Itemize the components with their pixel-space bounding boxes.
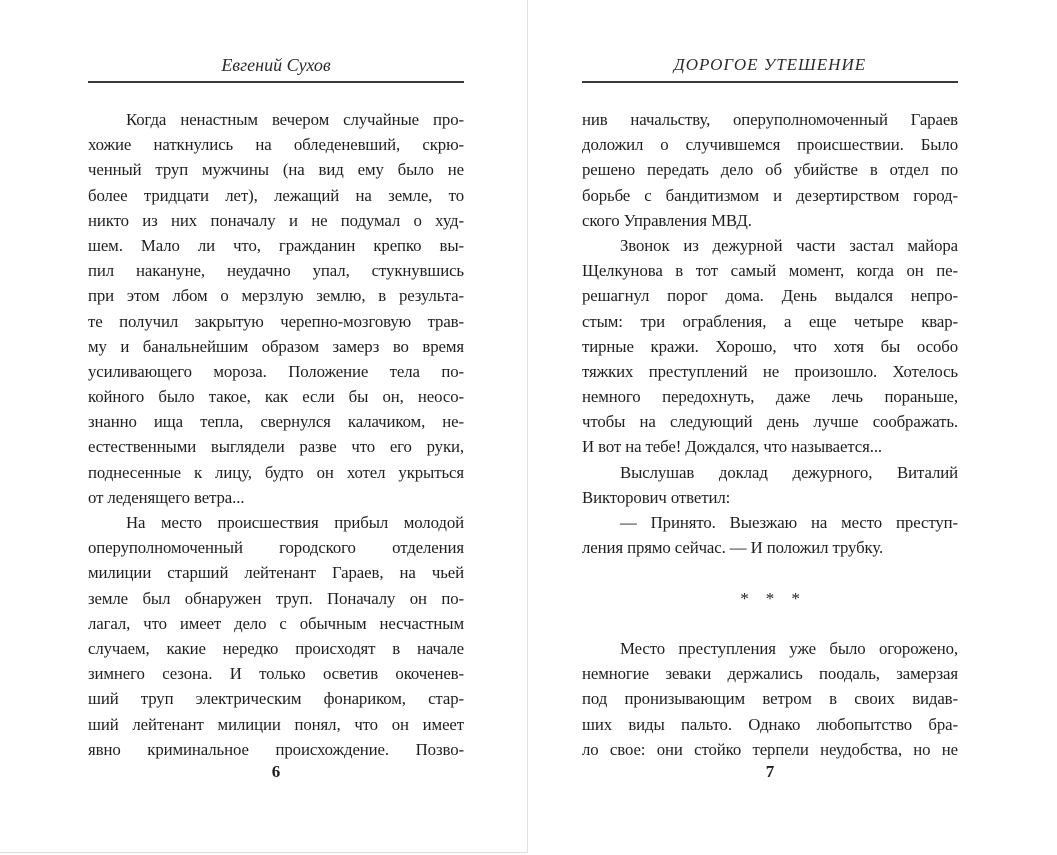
left-page-body — [88, 107, 464, 762]
left-page-number: 6 — [271, 762, 281, 781]
text-line: милиции старший лейтенант Гараев, на чьей — [88, 563, 464, 583]
text-line: при этом лбом о мерзлую землю, в результа- — [88, 286, 464, 306]
text-line: под пронизывающим ветром в своих видав- — [582, 689, 958, 709]
text-line: И вот на тебе! Дождался, что называется... — [582, 437, 883, 457]
text-line: никто из них поначалу и не подумал о худ- — [88, 210, 464, 230]
text-line: Звонок из дежурной части застал майора — [620, 235, 958, 255]
text-line: те получил закрытую черепно-мозговую трав- — [88, 311, 464, 331]
blank-line — [582, 611, 958, 636]
text-line: хожие наткнулись на обледеневший, скрю- — [88, 135, 464, 155]
text-line: решено передать дело об убийстве в отдел по — [582, 160, 958, 180]
text-line: явно криминальное происхождение. Позво- — [88, 739, 464, 759]
text-line: ления прямо сейчас. — И положил трубку. — [582, 538, 884, 558]
text-line: стым: три ограбления, а еще четыре квар- — [582, 311, 958, 331]
text-line: ского Управления МВД. — [582, 210, 752, 230]
text-line: оперуполномоченный городского отделения — [88, 538, 464, 558]
text-line: более тридцати лет), лежащий на земле, то — [88, 185, 464, 205]
text-line: естественными выглядели разве что его руки, — [88, 437, 464, 457]
text-line: пил накануне, неудачно упал, стукнувшись — [88, 261, 464, 281]
text-line: зимнего сезона. И только осветив окоченев- — [88, 664, 464, 684]
text-line: немногие зеваки держались поодаль, замерзая — [582, 664, 958, 684]
text-line: решагнул порог дома. День выдался непро- — [582, 286, 958, 306]
text-line: шем. Мало ли что, гражданин крепко вы- — [88, 235, 464, 255]
left-running-head: Евгений Сухов — [88, 54, 464, 83]
text-line: ло свое: они стойко терпели неудобства, но не — [582, 739, 958, 759]
text-line: Щелкунова в тот самый момент, когда он пе- — [582, 261, 958, 281]
page-bottom-edge — [0, 852, 528, 853]
text-line: случаем, какие нередко происходят в начале — [88, 638, 464, 658]
text-line: нив начальству, оперуполномоченный Гараев — [582, 110, 958, 129]
scene-separator: * * * — [740, 588, 800, 608]
text-line: ченный труп мужчины (на вид ему было не — [88, 160, 464, 180]
text-line: борьбе с бандитизмом и дезертирством город- — [582, 185, 958, 205]
right-page-body — [582, 107, 958, 762]
text-line: ших виды пальто. Однако любопытство бра- — [582, 714, 958, 734]
right-running-head: ДОРОГОЕ УТЕШЕНИЕ — [582, 54, 958, 83]
page-left[interactable] — [88, 0, 464, 852]
text-line: Когда ненастным вечером случайные про- — [126, 110, 464, 129]
text-line: На место происшествия прибыл молодой — [126, 513, 464, 532]
text-line: от леденящего ветра... — [88, 487, 245, 507]
text-line: ший труп электрическим фонариком, стар- — [88, 689, 464, 709]
right-page-number: 7 — [765, 762, 775, 781]
text-line: койного было такое, как если бы он, неосо- — [88, 387, 464, 407]
text-line: усиливающего мороза. Положение тела по- — [88, 361, 464, 381]
text-line: поднесенные к лицу, будто он хотел укрыться — [88, 462, 464, 482]
page-gutter-divider — [527, 0, 528, 852]
text-line: лагал, что имеет дело с обычным несчастным — [88, 613, 464, 633]
page-right[interactable] — [582, 0, 958, 852]
text-line: Место преступления уже было огорожено, — [620, 638, 958, 658]
text-line: немного передохнуть, даже лечь пораньше, — [582, 387, 958, 407]
text-line: чтобы на следующий день лучше соображать. — [582, 412, 958, 432]
text-line: Викторович ответил: — [582, 487, 731, 507]
text-line: тяжких преступлений не произошло. Хотелось — [582, 361, 958, 381]
text-line: тирные кражи. Хорошо, что хотя бы особо — [582, 336, 958, 356]
text-line: знанно ища тепла, свернулся калачиком, не- — [88, 412, 464, 432]
blank-line — [582, 560, 958, 585]
text-line: ший лейтенант милиции понял, что он имеет — [88, 714, 464, 734]
text-line: Выслушав доклад дежурного, Виталий — [620, 462, 958, 482]
text-line: доложил о случившемся происшествии. Было — [582, 135, 958, 155]
text-line: — Принято. Выезжаю на место преступ- — [620, 513, 958, 532]
text-line: земле был обнаружен труп. Поначалу он по- — [88, 588, 464, 608]
text-line: му и банальнейшим образом замерз во время — [88, 336, 464, 356]
